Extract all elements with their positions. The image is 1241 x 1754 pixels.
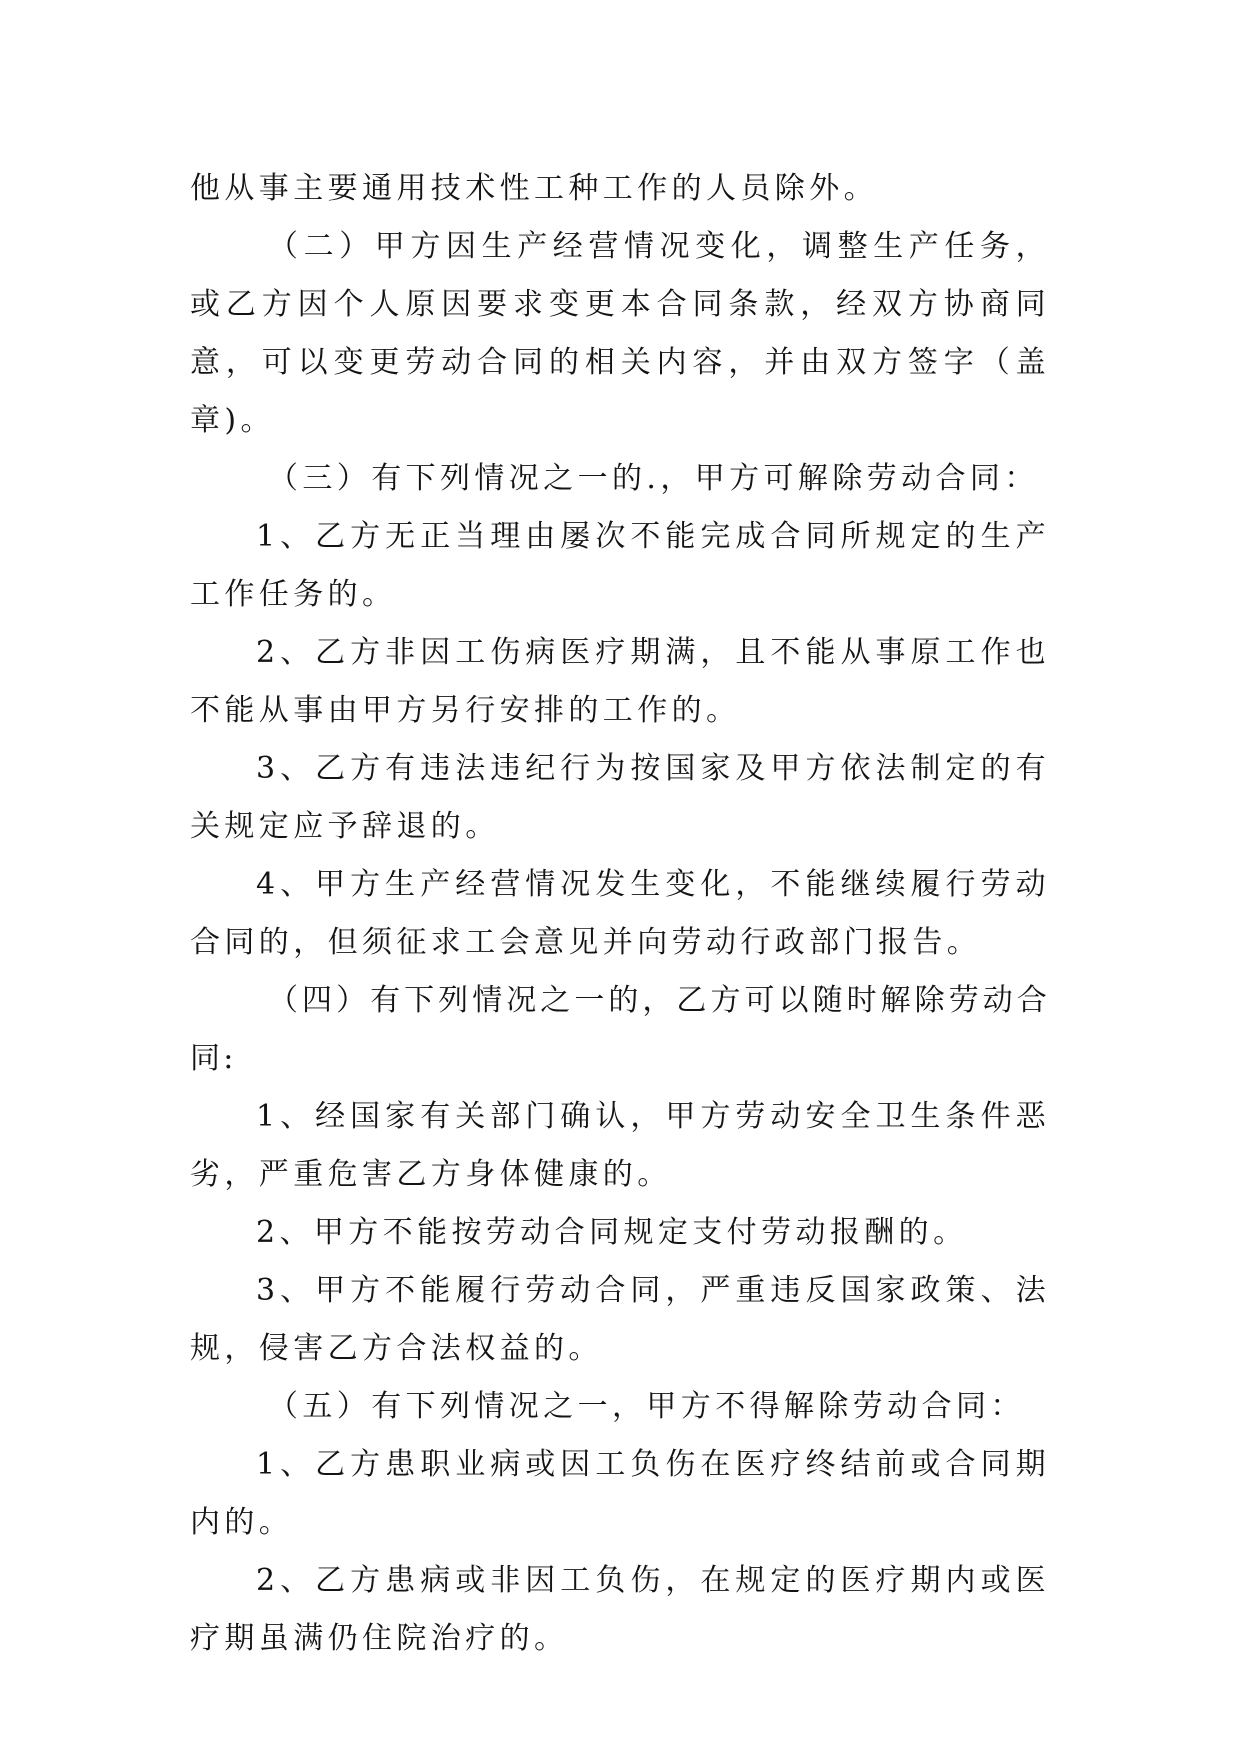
- paragraph-clause-4-heading: （四）有下列情况之一的，乙方可以随时解除劳动合同:: [190, 983, 1050, 1076]
- paragraph-clause-4-item-1: 1、经国家有关部门确认，甲方劳动安全卫生条件恶劣，严重危害乙方身体健康的。: [190, 1099, 1050, 1192]
- paragraph-clause-2: （二）甲方因生产经营情况变化，调整生产任务，或乙方因个人原因要求变更本合同条款，经双方协商同意，可以变更劳动合同的相关内容，并由双方签字（盖章)。: [190, 229, 1050, 438]
- paragraph-clause-5-item-1: 1、乙方患职业病或因工负伤在医疗终结前或合同期内的。: [190, 1447, 1050, 1540]
- document-body: [190, 160, 1050, 1668]
- paragraph-continuation: 他从事主要通用技术性工种工作的人员除外。: [190, 171, 878, 206]
- paragraph-clause-3-item-2: 2、乙方非因工伤病医疗期满，且不能从事原工作也不能从事由甲方另行安排的工作的。: [190, 635, 1050, 728]
- paragraph-clause-3-item-4: 4、甲方生产经营情况发生变化，不能继续履行劳动合同的，但须征求工会意见并向劳动行政部门报告。: [190, 867, 1050, 960]
- paragraph-clause-3-item-3: 3、乙方有违法违纪行为按国家及甲方依法制定的有关规定应予辞退的。: [190, 751, 1050, 844]
- paragraph-clause-3-item-1: 1、乙方无正当理由屡次不能完成合同所规定的生产工作任务的。: [190, 519, 1050, 612]
- paragraph-clause-5-heading: （五）有下列情况之一，甲方不得解除劳动合同：: [268, 1389, 1025, 1424]
- paragraph-clause-4-item-3: 3、甲方不能履行劳动合同，严重违反国家政策、法规，侵害乙方合法权益的。: [190, 1273, 1050, 1366]
- paragraph-clause-4-item-2: 2、甲方不能按劳动合同规定支付劳动报酬的。: [256, 1215, 968, 1250]
- paragraph-clause-3-heading: （三）有下列情况之一的.，甲方可解除劳动合同：: [268, 461, 1039, 496]
- paragraph-clause-5-item-2: 2、乙方患病或非因工负伤，在规定的医疗期内或医疗期虽满仍住院治疗的。: [190, 1563, 1050, 1656]
